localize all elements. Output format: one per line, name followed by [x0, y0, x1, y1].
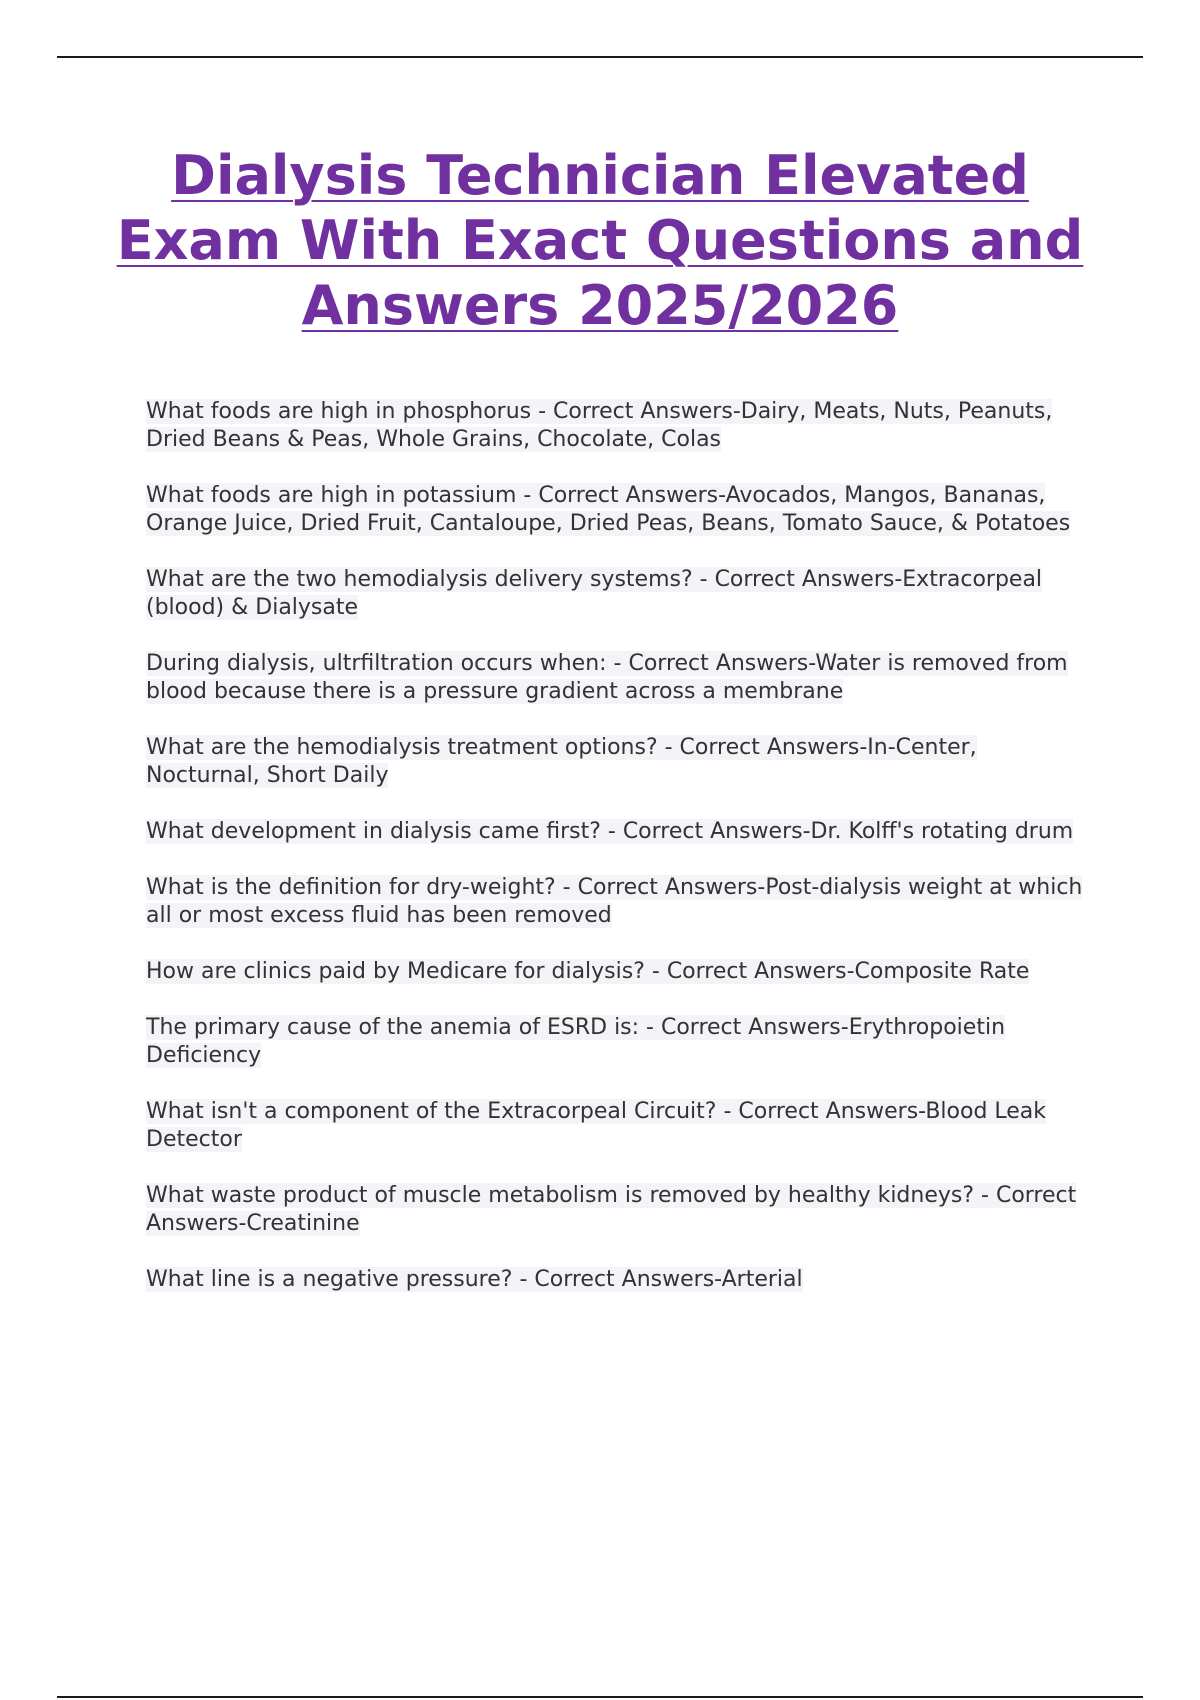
qa-text: What are the two hemodialysis delivery systems? - Correct Answers-Extracorpeal (blood) & Dialysate: [146, 567, 1043, 620]
qa-text: What foods are high in potassium - Correct Answers-Avocados, Mangos, Bananas, Orange Juice, Dried Fruit, Cantaloupe, Dried Peas, Beans, Tomato Sauce, & Potatoes: [146, 483, 1071, 536]
qa-item: [146, 650, 1086, 706]
qa-item: [146, 1182, 1086, 1238]
qa-text: What development in dialysis came first? - Correct Answers-Dr. Kolff's rotating drum: [146, 819, 1074, 844]
qa-item: [146, 1014, 1086, 1070]
document-title-text: Dialysis Technician Elevated Exam With Exact Questions and Answers 2025/2026: [116, 144, 1084, 337]
qa-item: [146, 398, 1086, 454]
qa-item: [146, 482, 1086, 538]
qa-item: [146, 958, 1086, 986]
qa-item: [146, 734, 1086, 790]
qa-item: [146, 1098, 1086, 1154]
qa-text: How are clinics paid by Medicare for dialysis? - Correct Answers-Composite Rate: [146, 959, 1030, 984]
qa-list: [146, 398, 1086, 1322]
qa-text: The primary cause of the anemia of ESRD is: - Correct Answers-Erythropoietin Deficiency: [146, 1015, 1006, 1068]
qa-item: [146, 874, 1086, 930]
bottom-rule: [57, 1696, 1143, 1698]
top-rule: [57, 56, 1143, 58]
qa-item: [146, 818, 1086, 846]
qa-text: What foods are high in phosphorus - Correct Answers-Dairy, Meats, Nuts, Peanuts, Dried Beans & Peas, Whole Grains, Chocolate, Colas: [146, 399, 1053, 452]
qa-text: During dialysis, ultrfiltration occurs when: - Correct Answers-Water is removed from blood because there is a pressure gradient across a membrane: [146, 651, 1068, 704]
qa-text: What waste product of muscle metabolism is removed by healthy kidneys? - Correct Answers-Creatinine: [146, 1183, 1077, 1236]
document-title: [100, 143, 1100, 338]
qa-item: [146, 566, 1086, 622]
qa-text: What line is a negative pressure? - Correct Answers-Arterial: [146, 1267, 803, 1292]
qa-text: What is the definition for dry-weight? - Correct Answers-Post-dialysis weight at which all or most excess fluid has been removed: [146, 875, 1083, 928]
qa-item: [146, 1266, 1086, 1294]
qa-text: What are the hemodialysis treatment options? - Correct Answers-In-Center, Nocturnal, Short Daily: [146, 735, 977, 788]
qa-text: What isn't a component of the Extracorpeal Circuit? - Correct Answers-Blood Leak Detector: [146, 1099, 1047, 1152]
